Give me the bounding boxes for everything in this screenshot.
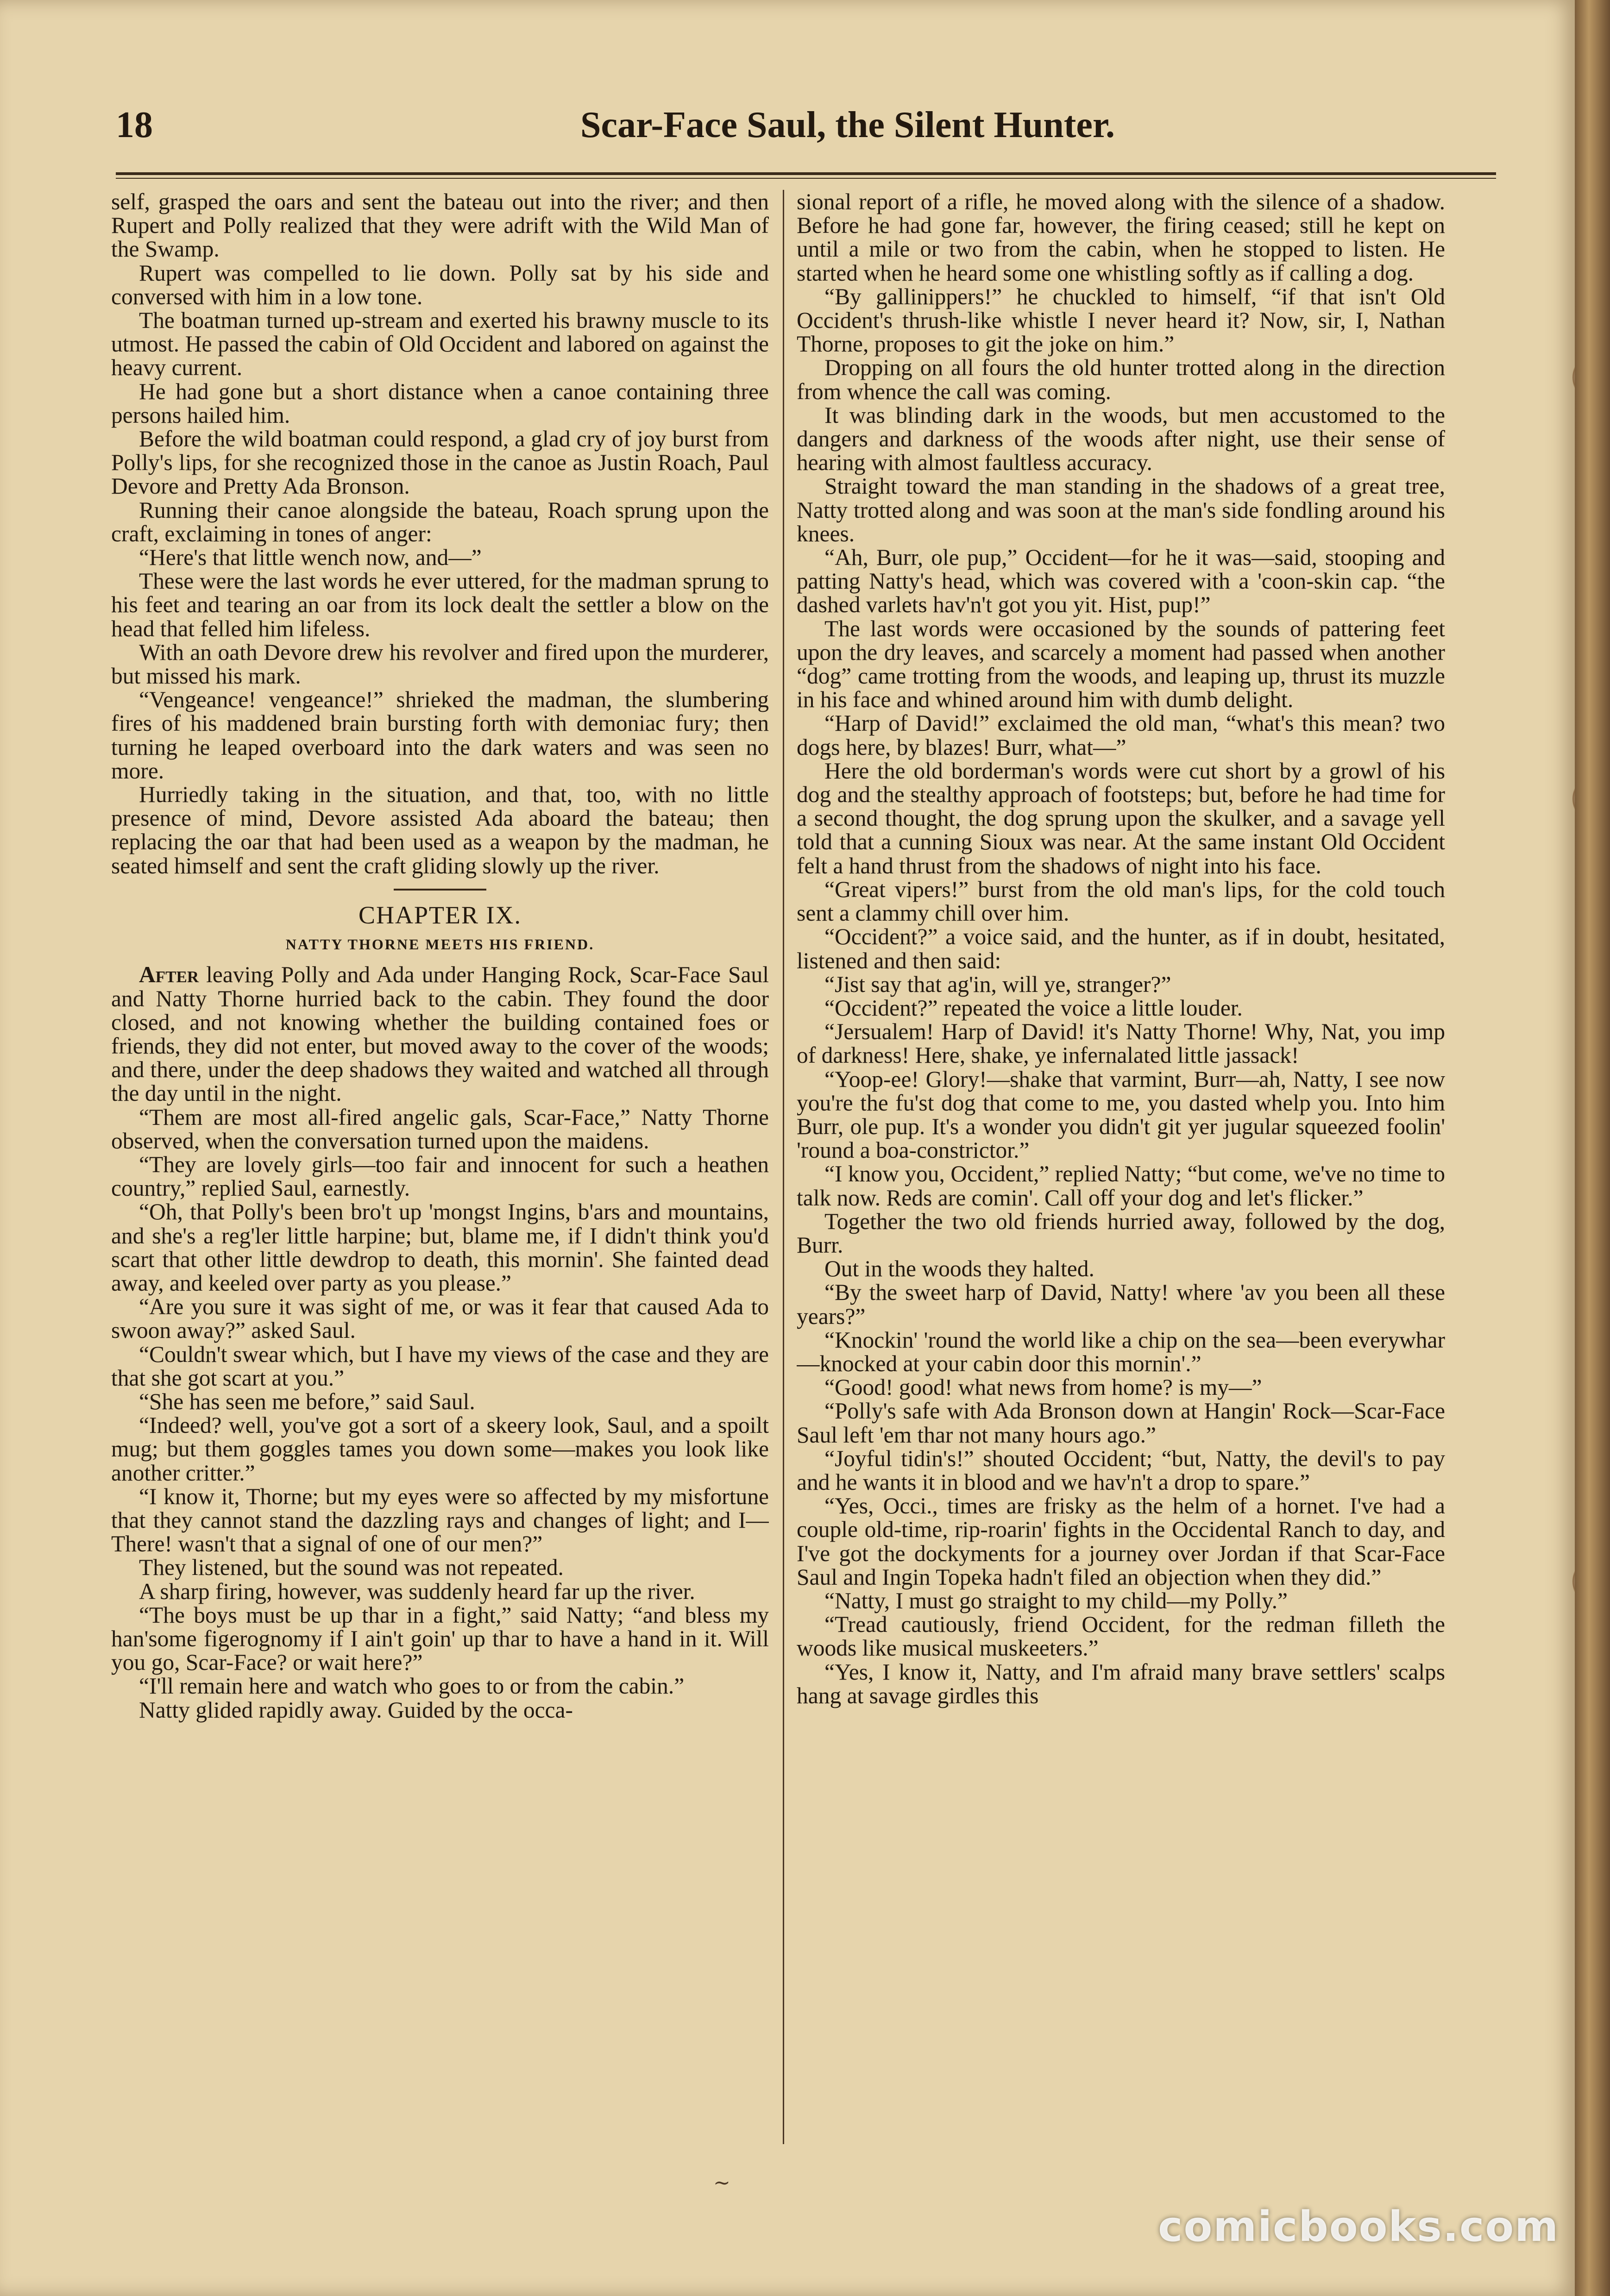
paragraph: Rupert was compelled to lie down. Polly sat by his side and conversed with him in a low tone. xyxy=(111,260,769,309)
paragraph: “They are lovely girls—too fair and innocent for such a heathen country,” replied Saul, earnestly. xyxy=(111,1151,769,1201)
right-column xyxy=(797,190,1445,2158)
paragraph: sional report of a rifle, he moved along with the silence of a shadow. Before he had gone far, however, the firing ceased; still he kept on until a mile or two from the cabin, when he stopped to listen. He started when he heard some one whistling softly as if calling a dog. xyxy=(797,190,1445,286)
paragraph: “The boys must be up thar in a fight,” said Natty; “and bless my han'some figerognomy if I ain't goin' up thar to have a hand in it. Will you go, Scar-Face? or wait here?” xyxy=(111,1602,769,1675)
paragraph: “I know you, Occident,” replied Natty; “but come, we've no time to talk now. Reds are comin'. Call off your dog and let's flicker.” xyxy=(797,1161,1445,1211)
paragraph: “Yoop-ee! Glory!—shake that varmint, Burr—ah, Natty, I see now you're the fu'st dog that come to me, you dasted whelp you. Into him Burr, ole pup. It's a wonder you didn't git yer jugular squeezed foolin' 'round a boa-constrictor.” xyxy=(797,1066,1445,1163)
paragraph: “Yes, I know it, Natty, and I'm afraid many brave settlers' scalps hang at savage girdles this xyxy=(797,1659,1445,1708)
paragraph: Here the old borderman's words were cut short by a growl of his dog and the stealthy approach of footsteps; but, before he had time for a second thought, the dog sprung upon the skulker, and a savage yell told that a cunning Sioux was near. At the same instant Old Occident felt a hand thrust from the shadows of night into his face. xyxy=(797,758,1445,878)
paragraph: “Harp of David!” exclaimed the old man, “what's this mean? two dogs here, by blazes! Burr, what—” xyxy=(797,710,1445,760)
paragraph: “By the sweet harp of David, Natty! where 'av you been all these years?” xyxy=(797,1280,1445,1329)
paragraph: “I'll remain here and watch who goes to or from the cabin.” xyxy=(139,1673,685,1699)
running-title: Scar-Face Saul, the Silent Hunter. xyxy=(580,105,1115,145)
paragraph: “Jersualem! Harp of David! it's Natty Thorne! Why, Nat, you imp of darkness! Here, shake, ye infernalated little jassack! xyxy=(797,1019,1445,1068)
paragraph: “Natty, I must go straight to my child—my Polly.” xyxy=(824,1587,1288,1613)
paragraph: Running their canoe alongside the bateau, Roach sprung upon the craft, exclaiming in tones of anger: xyxy=(111,497,769,546)
book-spine xyxy=(1575,0,1610,2296)
paragraph: self, grasped the oars and sent the bateau out into the river; and then Rupert and Polly realized that they were adrift with the Wild Man of the Swamp. xyxy=(111,190,769,262)
paragraph: Straight toward the man standing in the shadows of a great tree, Natty trotted along and was soon at the man's side fondling around his knees. xyxy=(797,473,1445,546)
paragraph: “She has seen me before,” said Saul. xyxy=(139,1388,475,1414)
paragraph: These were the last words he ever uttered, for the madman sprung to his feet and tearing an oar from its lock dealt the settler a blow on the head that felled him lifeless. xyxy=(111,568,769,641)
paragraph: “Vengeance! vengeance!” shrieked the madman, the slumbering fires of his maddened brain bursting forth with demoniac fury; then turning he leaped overboard into the dark waters and was seen no more. xyxy=(111,687,769,784)
paragraph: They listened, but the sound was not repeated. xyxy=(139,1555,564,1581)
paragraph: “Here's that little wench now, and—” xyxy=(139,545,482,571)
paragraph: Hurriedly taking in the situation, and that, too, with no little presence of mind, Devore assisted Ada aboard the bateau; then replacing the oar that had been used as a weapon by the madman, he seated himself and sent the craft gliding slowly up the river. xyxy=(111,782,769,878)
paragraph: Dropping on all fours the old hunter trotted along in the direction from whence the call was coming. xyxy=(797,355,1445,404)
paragraph: “Great vipers!” burst from the old man's lips, for the cold touch sent a clammy chill over him. xyxy=(797,876,1445,926)
paragraph: “Are you sure it was sight of me, or was it fear that caused Ada to swoon away?” asked Saul. xyxy=(111,1294,769,1343)
chapter-first-paragraph-text: leaving Polly and Ada under Hanging Rock, Scar-Face Saul and Natty Thorne hurried back to the cabin. They found the door closed, and not knowing whether the building contained foes or friends, they did not enter, but moved away to the cover of the woods; and there, under the deep shadows they waited and watched all through the day until in the night. xyxy=(111,962,769,1106)
paragraph: “Tread cautiously, friend Occident, for the redman filleth the woods like musical muskeeters.” xyxy=(797,1612,1445,1661)
paragraph: “Occident?” a voice said, and the hunter, as if in doubt, hesitated, listened and then said: xyxy=(797,924,1445,973)
paragraph: “By gallinippers!” he chuckled to himself, “if that isn't Old Occident's thrush-like whistle I never heard it? Now, sir, I, Nathan Thorne, proposes to git the joke on him.” xyxy=(797,283,1445,357)
paragraph: “Oh, that Polly's been bro't up 'mongst Ingins, b'ars and mountains, and she's a reg'ler little harpine; but, blame me, if I didn't think you'd scart that other little dewdrop to death, this mornin'. She fainted dead away, and keeled over party as you please.” xyxy=(111,1199,769,1296)
paragraph: With an oath Devore drew his revolver and fired upon the murderer, but missed his mark. xyxy=(111,639,769,689)
header-rule-thin xyxy=(116,178,1496,179)
paragraph: “Polly's safe with Ada Bronson down at Hangin' Rock—Scar-Face Saul left 'em thar not many hours ago.” xyxy=(797,1398,1445,1448)
page-header xyxy=(116,104,1496,160)
paragraph: “Good! good! what news from home? is my—” xyxy=(824,1374,1262,1400)
paragraph: Together the two old friends hurried away, followed by the dog, Burr. xyxy=(797,1208,1445,1258)
paragraph: Before the wild boatman could respond, a glad cry of joy burst from Polly's lips, for she recognized those in the canoe as Justin Roach, Paul Devore and Pretty Ada Bronson. xyxy=(111,426,769,499)
paragraph: “Ah, Burr, ole pup,” Occident—for he it was—said, stooping and patting Natty's head, which was covered with a 'coon-skin cap. “the dashed varlets hav'n't got you yit. Hist, pup!” xyxy=(797,545,1445,618)
chapter-first-paragraph xyxy=(111,963,769,1105)
paragraph: “Joyful tidin's!” shouted Occident; “but, Natty, the devil's to pay and he wants it in blood and we hav'n't a drop to spare.” xyxy=(797,1445,1445,1495)
paragraph: It was blinding dark in the woods, but men accustomed to the dangers and darkness of the woods after night, use their sense of hearing with almost faultless accuracy. xyxy=(797,402,1445,476)
paragraph: “Jist say that ag'in, will ye, stranger?” xyxy=(824,971,1171,997)
paragraph: “Indeed? well, you've got a sort of a skeery look, Saul, and a spoilt mug; but them goggles tames you down some—makes you look like another critter.” xyxy=(111,1412,769,1486)
chapter-title: CHAPTER IX. xyxy=(358,901,522,929)
paragraph: Natty glided rapidly away. Guided by the occa- xyxy=(139,1697,573,1723)
watermark: comicbooks.com xyxy=(1158,2202,1559,2251)
paragraph: “Yes, Occi., times are frisky as the helm of a hornet. I've had a couple old-time, rip-roarin' fights in the Occidental Ranch to day, and I've got the dockyments for a journey over Jordan if that Scar-Face Saul and Ingin Topeka hadn't filed an objection when they did.” xyxy=(797,1493,1445,1590)
paragraph: The last words were occasioned by the sounds of pattering feet upon the dry leaves, and scarcely a moment had passed when another “dog” came trotting from the woods, and leaping up, thrust its muzzle in his face and whined around him with dumb delight. xyxy=(797,615,1445,713)
printer-mark: ∼ xyxy=(713,2171,730,2194)
paragraph: “Them are most all-fired angelic gals, Scar-Face,” Natty Thorne observed, when the conversation turned upon the maidens. xyxy=(111,1104,769,1154)
paragraph: He had gone but a short distance when a canoe containing three persons hailed him. xyxy=(111,378,769,428)
paragraph: “Couldn't swear which, but I have my views of the case and they are that she got scart at you.” xyxy=(111,1341,769,1391)
chapter-lead-word: After xyxy=(139,962,199,988)
paragraph: “I know it, Thorne; but my eyes were so affected by my misfortune that they cannot stand the dazzling rays and changes of light; and I— There! wasn't that a signal of one of our men?” xyxy=(111,1483,769,1557)
paragraph: A sharp firing, however, was suddenly heard far up the river. xyxy=(139,1578,695,1604)
left-column xyxy=(111,190,769,2158)
page-number: 18 xyxy=(116,105,153,145)
paragraph: Out in the woods they halted. xyxy=(824,1256,1094,1282)
chapter-subtitle: NATTY THORNE MEETS HIS FRIEND. xyxy=(285,936,595,953)
paragraph: “Knockin' 'round the world like a chip on the sea—been everywhar—knocked at your cabin door this mornin'.” xyxy=(797,1327,1445,1376)
header-rule xyxy=(116,172,1496,175)
paragraph: “Occident?” repeated the voice a little louder. xyxy=(824,995,1243,1021)
paragraph: The boatman turned up-stream and exerted his brawny muscle to its utmost. He passed the cabin of Old Occident and labored on against the heavy current. xyxy=(111,307,769,381)
chapter-divider xyxy=(394,889,486,891)
column-divider xyxy=(783,190,784,2144)
